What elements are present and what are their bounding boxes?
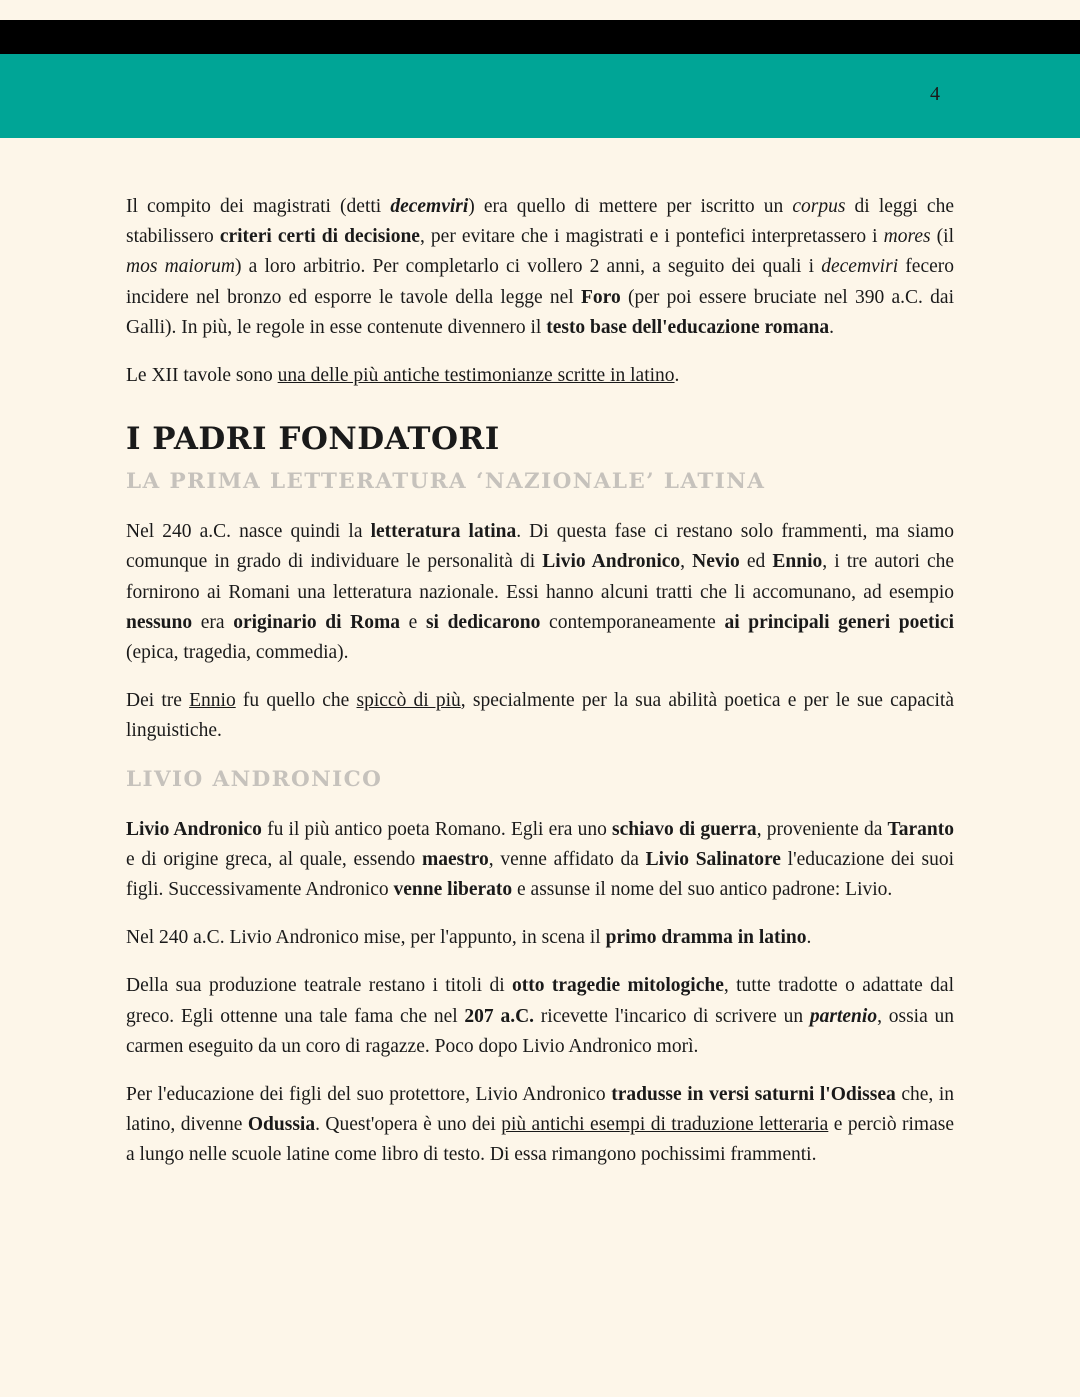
paragraph-xii-tavole: Le XII tavole sono una delle più antiche testimonianze scritte in latino. [126,365,680,387]
paragraph-tragedie: Della sua produzione teatrale restano i titoli di otto tragedie mitologiche, tutte tradotte o adattate dal greco. Egli ottenne una tale fama che nel 207 a.C. ricevette l'incarico di scrivere un partenio, ossia un carmen eseguito da un coro di ragazze. Poco dopo Livio Andronico morì. [126,975,955,1057]
paragraph-letteratura-latina: Nel 240 a.C. nasce quindi la letteratura latina. Di questa fase ci restano solo frammenti, ma siamo comunque in grado di individuare le personalità di Livio Andronico, Nevio ed Ennio, i tre autori che fornirono ai Romani una letteratura nazionale. Essi hanno alcuni tratti che li accomunano, ad esempio nessuno era originario di Roma e si dedicarono contemporaneamente ai principali generi poetici (epica, tragedia, commedia). [126,521,955,664]
paragraph-livio-bio: Livio Andronico fu il più antico poeta Romano. Egli era uno schiavo di guerra, proveniente da Taranto e di origine greca, al quale, essendo maestro, venne affidato da Livio Salinatore l'educazione dei suoi figli. Successivamente Andronico venne liberato e assunse il nome del suo antico padrone: Livio. [126,818,955,901]
page-number: 4 [930,83,940,105]
paragraph-primo-dramma: Nel 240 a.C. Livio Andronico mise, per l'appunto, in scena il primo dramma in latino. [126,927,812,949]
document-body [126,192,954,1189]
top-black-bar [0,20,1080,54]
paragraph-odussia: Per l'educazione dei figli del suo protettore, Livio Andronico tradusse in versi saturni l'Odissea che, in latino, divenne Odussia. Quest'opera è uno dei più antichi esempi di traduzione letteraria e perciò rimase a lungo nelle scuole latine come libro di testo. Di essa rimangono pochissimi frammenti. [126,1084,954,1166]
heading-padri-fondatori: I PADRI FONDATORI [126,421,500,458]
paragraph-decemviri: Il compito dei magistrati (detti decemviri) era quello di mettere per iscritto un corpus di leggi che stabilissero criteri certi di decisione, per evitare che i magistrati e i pontefici interpretassero i mores (il mos maiorum) a loro arbitrio. Per completarlo ci vollero 2 anni, a seguito dei quali i decemviri fecero incidere nel bronzo ed esporre le tavole della legge nel Foro (per poi essere bruciate nel 390 a.C. dai Galli). In più, le regole in esse contenute divennero il testo base dell'educazione romana. [126,196,954,338]
paragraph-ennio: Dei tre Ennio fu quello che spiccò di più, specialmente per la sua abilità poetica e per le sue capacità linguistiche. [126,690,955,742]
subheading-livio-andronico: LIVIO ANDRONICO [126,766,383,792]
subheading-prima-letteratura: LA PRIMA LETTERATURA ‘NAZIONALE’ LATINA [126,469,766,495]
